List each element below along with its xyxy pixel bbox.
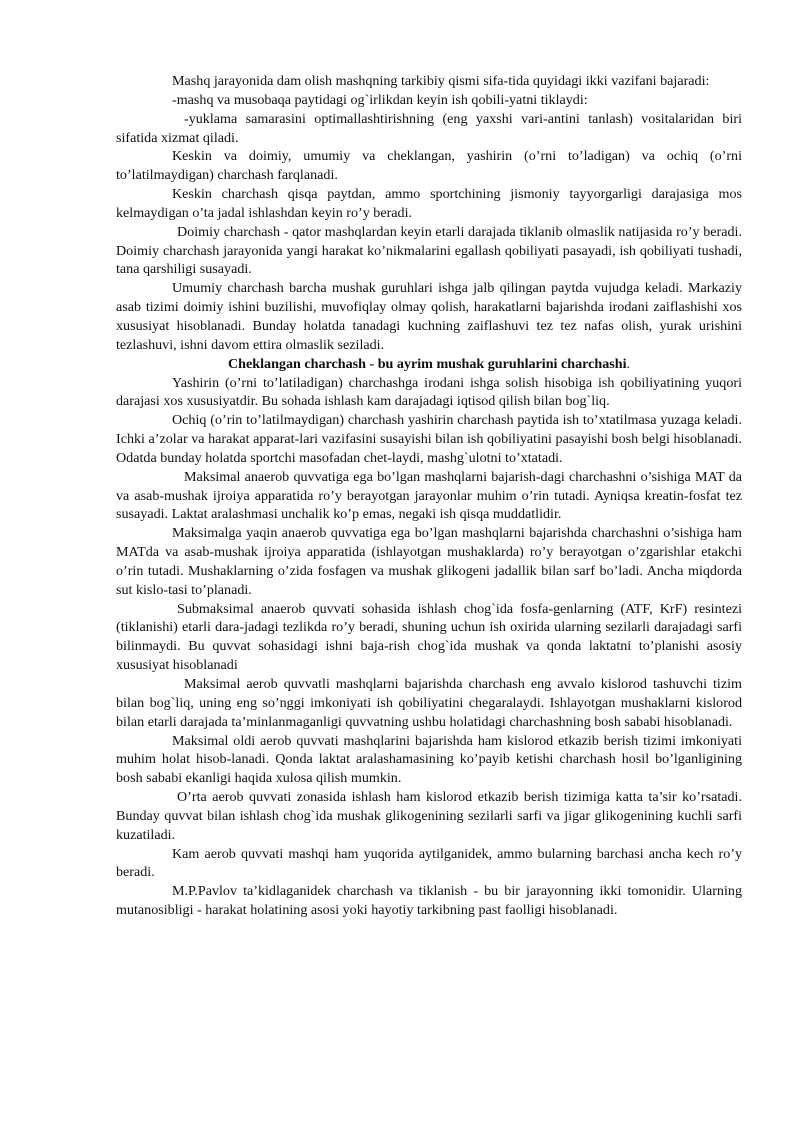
paragraph-rest-functions: Mashq jarayonida dam olish mashqning tarkibiy qismi sifa-tida quyidagi ikki vazifani bajaradi: xyxy=(172,73,710,89)
paragraph-restore-capacity: -mashq va musobaqa paytidagi og`irlikdan keyin ish qobili-yatni tiklaydi: xyxy=(172,91,588,108)
paragraph-max-anaerobic: Maksimal anaerob quvvatiga ega bo’lgan mashqlarni bajarish-dagi charchashni o’sishiga MAT da va asab-mushak ijroiya apparatida ro’y berayotgan jarayonlar muhim o’rin tutadi. Ayniqsa kreatin-fosfat tez susayadi. Laktat aralashmasi unchalik ko’p emas, negaki ish qisqa muddatlidir. xyxy=(116,468,742,523)
paragraph-max-aerobic: Maksimal aerob quvvatli mashqlarni bajarishda charchash eng avvalo kislorod tashuvchi tizim bilan bog`liq, uning eng so’nggi imkoniyati ish qobiliyatini chegaralaydi. Ishlayotgan mushaklarni kislorod bilan etarli darajada ta’minlanmaganligi quvvatning ushbu holatidagi charchashning bosh sababi hisoblanadi. xyxy=(116,676,742,730)
paragraph-general-fatigue: Umumiy charchash barcha mushak guruhlari ishga jalb qilingan paytda vujudga keladi. Markaziy asab tizimi doimiy ishini buzilishi, muvofiqlay olmay qolish, harakatlarni bajarishda irodani zaiflashishi xos xususiyat hisoblanadi. Bunday holatda tanadagi kuchning zaiflashuvi tez tez nafas olish, yurak urishini tezlashuvi, ishni davom ettira olmaslik seziladi. xyxy=(116,280,742,353)
document-page xyxy=(116,72,742,920)
paragraph-submax-anaerobic: Submaksimal anaerob quvvati sohasida ishlash chog`ida fosfa-genlarning (ATF, KrF) resintezi (tiklanishi) etarli dara-jadagi tezlikda ro’y beradi, shuning uchun ish oxirida ularning sezilarli darajadagi sarfi bilinmaydi. Bu quvvat sohasidagi ishni baja-rish chog`ida mushak va qonda laktatni to’planishi asosiy xususiyat hisoblanadi xyxy=(116,600,742,674)
paragraph-acute-fatigue: Keskin charchash qisqa paytdan, ammo sportchining jismoniy tayyorgarligi darajasiga mos kelmaydigan o’ta jadal ishlashdan keyin ro’y beradi. xyxy=(116,186,742,221)
paragraph-optimize-load: -yuklama samarasini optimallashtirishning (eng yaxshi vari-antini tanlash) vositalaridan biri sifatida xizmat qiladi. xyxy=(116,110,742,146)
heading-text: Cheklangan charchash - bu ayrim mushak guruhlarini charchashi xyxy=(228,355,627,372)
paragraph-low-aerobic: Kam aerob quvvati mashqi ham yuqorida aytilganidek, ammo bularning barchasi ancha kech ro’y beradi. xyxy=(116,845,742,881)
heading-period: . xyxy=(626,355,631,372)
limited-fatigue-heading xyxy=(116,355,742,374)
paragraph-premax-aerobic: Maksimal oldi aerob quvvati mashqlarini bajarishda ham kislorod etkazib berish tizimi imkoniyati muhim holat hisob-lanadi. Qonda laktat aralashamasining ko’payib ketishi charchash hosil bo’lganligining bosh sababi ekanligi haqida xulosa qilish mumkin. xyxy=(116,732,742,787)
paragraph-pavlov: M.P.Pavlov ta’kidlaganidek charchash va tiklanish - bu bir jarayonning ikki tomonidir. Ularning mutanosibligi - harakat holatining asosi yoki hayotiy tarkibning past faolligi hisoblanadi. xyxy=(116,883,742,919)
paragraph-mid-aerobic: O’rta aerob quvvati zonasida ishlash ham kislorod etkazib berish tizimiga katta ta’sir ko’rsatadi. Bunday quvvat bilan ishlash chog`ida mushak glikogenining sezilarli sarfi va jigar glikogenining kuchli sarfi kuzatiladi. xyxy=(116,789,742,843)
paragraph-chronic-fatigue: Doimiy charchash - qator mashqlardan keyin etarli darajada tiklanib olmaslik natijasida ro’y beradi. Doimiy charchash jarayonida yangi harakat ko’nikmalarini egallash qobiliyati pasayadi, ish qobiliyati tushadi, tana qarshiligi susayadi. xyxy=(116,223,742,278)
paragraph-near-max-anaerobic: Maksimalga yaqin anaerob quvvatiga ega bo’lgan mashqlarni bajarishda charchashni o’sishiga ham MATda va asab-mushak ijroiya apparatida (ishlayotgan mushaklarda) ro’y berayotgan o’zgarishlar etakchi o’rin tutadi. Mushaklarning o’zida fosfagen va mushak glikogeni jadallik bilan sarf bo’ladi. Ancha miqdorda sut kislo-tasi to’planadi. xyxy=(116,525,742,598)
paragraph-fatigue-types: Keskin va doimiy, umumiy va cheklangan, yashirin (o’rni to’ladigan) va ochiq (o’rni to’latilmaydigan) charchash farqlanadi. xyxy=(116,148,742,184)
paragraph-hidden-fatigue: Yashirin (o’rni to’latiladigan) charchashga irodani ishga solish hisobiga ish qobiliyatining yuqori darajasi xos xususiyatdir. Bu sohada ishlash kam darajadagi iqtisod qilish bilan bog`liq. xyxy=(116,374,742,410)
paragraph-open-fatigue: Ochiq (o’rin to’latilmaydigan) charchash yashirin charchash paytida ish to’xtatilmasa yuzaga keladi. Ichki a’zolar va harakat apparat-lari vazifasini susayishi bilan ish qobiliyatini pasayishi bosh belgi hisoblanadi. Odatda bunday holatda sportchi masofadan chet-laydi, mashg`ulotni to’xtatadi. xyxy=(116,412,742,466)
